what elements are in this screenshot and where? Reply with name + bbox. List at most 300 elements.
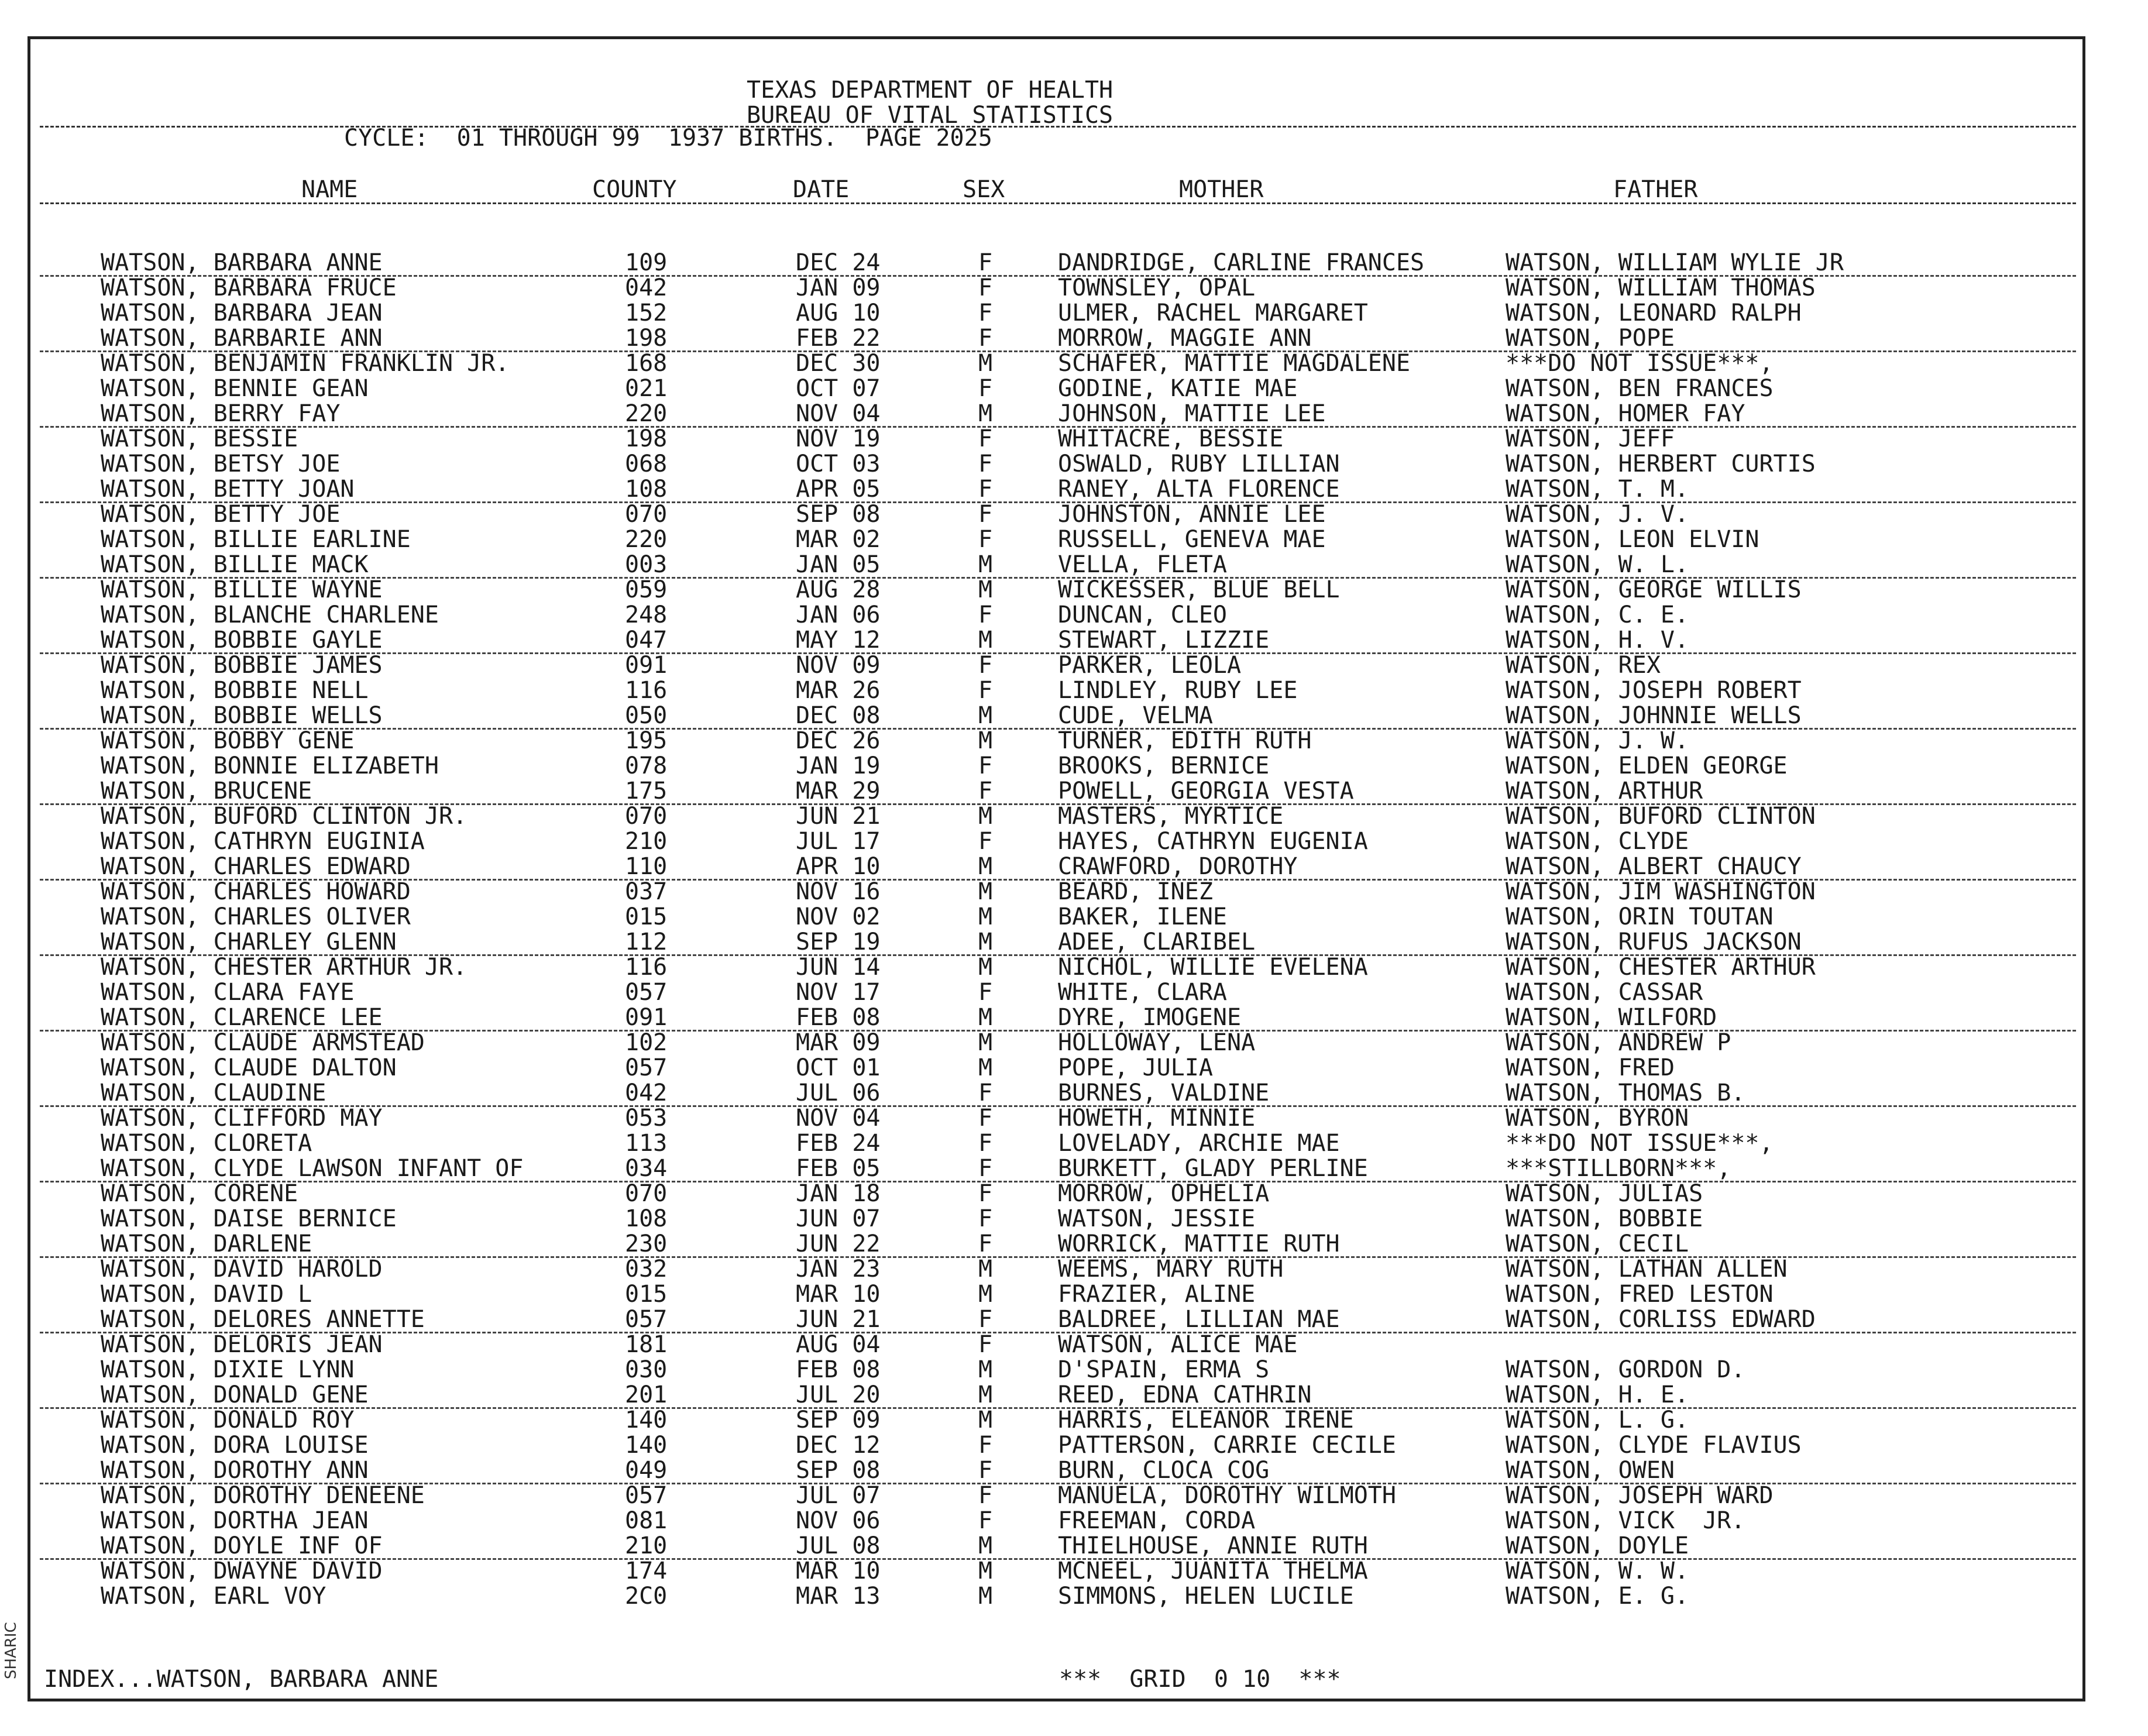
cell-sex: F	[978, 501, 993, 528]
column-header-date: DATE	[793, 176, 850, 203]
footer-index: INDEX...WATSON, BARBARA ANNE	[44, 1666, 439, 1693]
cell-county: 042	[625, 1080, 668, 1106]
cell-father: WATSON, OWEN	[1506, 1457, 1675, 1484]
cell-date: JUN 21	[796, 1306, 881, 1333]
cell-county: 015	[625, 903, 668, 930]
table-row	[0, 1156, 2148, 1181]
cell-mother: THIELHOUSE, ANNIE RUTH	[1058, 1532, 1368, 1559]
cell-date: NOV 17	[796, 979, 881, 1006]
cell-father: ***DO NOT ISSUE***,	[1506, 350, 1774, 377]
cell-sex: M	[978, 878, 993, 905]
cell-county: 108	[625, 476, 668, 503]
cell-county: 070	[625, 1180, 668, 1207]
cell-date: JUN 22	[796, 1230, 881, 1257]
cell-county: 047	[625, 627, 668, 654]
cell-county: 195	[625, 727, 668, 754]
table-row	[0, 678, 2148, 703]
cell-name: WATSON, DELORIS JEAN	[101, 1331, 383, 1358]
cell-county: 198	[625, 325, 668, 352]
cell-mother: D'SPAIN, ERMA S	[1058, 1356, 1270, 1383]
cell-date: APR 05	[796, 476, 881, 503]
table-row	[0, 1483, 2148, 1508]
cell-date: NOV 06	[796, 1507, 881, 1534]
cell-father: WATSON, JIM WASHINGTON	[1506, 878, 1816, 905]
cell-mother: WEEMS, MARY RUTH	[1058, 1256, 1284, 1283]
table-row	[0, 452, 2148, 477]
cell-date: JAN 18	[796, 1180, 881, 1207]
cell-father: ***DO NOT ISSUE***,	[1506, 1130, 1774, 1157]
cell-father: WATSON, ORIN TOUTAN	[1506, 903, 1774, 930]
cell-father: WATSON, H. E.	[1506, 1381, 1689, 1408]
table-row	[0, 1181, 2148, 1206]
cell-father: WATSON, JOSEPH ROBERT	[1506, 677, 1802, 704]
cell-county: 140	[625, 1432, 668, 1459]
table-row	[0, 930, 2148, 955]
column-header-county: COUNTY	[592, 176, 677, 203]
cell-sex: F	[978, 652, 993, 679]
table-row	[0, 955, 2148, 980]
cell-name: WATSON, DELORES ANNETTE	[101, 1306, 425, 1333]
cell-father: WATSON, THOMAS B.	[1506, 1080, 1745, 1106]
cell-date: MAR 02	[796, 526, 881, 553]
cell-father: WATSON, J. W.	[1506, 727, 1689, 754]
cell-county: 068	[625, 451, 668, 477]
cell-county: 210	[625, 1532, 668, 1559]
cell-mother: VELLA, FLETA	[1058, 551, 1227, 578]
cell-name: WATSON, EARL VOY	[101, 1583, 327, 1610]
cell-county: 248	[625, 601, 668, 628]
cell-name: WATSON, BOBBIE GAYLE	[101, 627, 383, 654]
table-row	[0, 879, 2148, 905]
cell-county: 112	[625, 929, 668, 955]
cell-mother: WATSON, JESSIE	[1058, 1205, 1256, 1232]
cell-date: JAN 09	[796, 274, 881, 301]
cell-date: DEC 26	[796, 727, 881, 754]
cell-date: FEB 24	[796, 1130, 881, 1157]
cell-sex: M	[978, 853, 993, 880]
cell-father: WATSON, L. G.	[1506, 1407, 1689, 1434]
cell-name: WATSON, BENJAMIN FRANKLIN JR.	[101, 350, 510, 377]
cell-county: 174	[625, 1558, 668, 1584]
cell-date: NOV 02	[796, 903, 881, 930]
table-row	[0, 1106, 2148, 1131]
cell-father: WATSON, H. V.	[1506, 627, 1689, 654]
cell-county: 091	[625, 1004, 668, 1031]
table-row	[0, 779, 2148, 804]
cell-name: WATSON, DIXIE LYNN	[101, 1356, 355, 1383]
cell-county: 230	[625, 1230, 668, 1257]
cell-father: WATSON, W. W.	[1506, 1558, 1689, 1584]
table-row	[0, 250, 2148, 276]
cell-sex: M	[978, 954, 993, 981]
table-row	[0, 301, 2148, 326]
cell-name: WATSON, BUFORD CLINTON JR.	[101, 803, 468, 830]
table-row	[0, 1056, 2148, 1081]
cell-date: JAN 05	[796, 551, 881, 578]
cell-name: WATSON, CLARA FAYE	[101, 979, 355, 1006]
table-row	[0, 1206, 2148, 1232]
cell-mother: BAKER, ILENE	[1058, 903, 1227, 930]
cell-date: DEC 24	[796, 249, 881, 276]
cell-date: JUL 07	[796, 1482, 881, 1509]
cell-county: 152	[625, 300, 668, 326]
cell-date: MAR 26	[796, 677, 881, 704]
cell-father: WATSON, CLYDE	[1506, 828, 1689, 855]
cell-sex: F	[978, 1105, 993, 1132]
cell-date: DEC 12	[796, 1432, 881, 1459]
cell-mother: POWELL, GEORGIA VESTA	[1058, 778, 1354, 805]
cell-county: 053	[625, 1105, 668, 1132]
cell-mother: CUDE, VELMA	[1058, 702, 1213, 729]
cell-sex: F	[978, 1482, 993, 1509]
cell-date: JAN 19	[796, 752, 881, 779]
cell-name: WATSON, CHARLES HOWARD	[101, 878, 411, 905]
cell-county: 042	[625, 274, 668, 301]
table-row	[0, 653, 2148, 678]
cell-date: MAR 10	[796, 1281, 881, 1308]
cell-mother: PATTERSON, CARRIE CECILE	[1058, 1432, 1396, 1459]
cell-sex: F	[978, 752, 993, 779]
cell-sex: F	[978, 1155, 993, 1182]
cell-father: WATSON, VICK JR.	[1506, 1507, 1745, 1534]
cell-county: 057	[625, 1482, 668, 1509]
cell-name: WATSON, CATHRYN EUGINIA	[101, 828, 425, 855]
cell-mother: ADEE, CLARIBEL	[1058, 929, 1256, 955]
cell-county: 021	[625, 375, 668, 402]
cell-sex: M	[978, 1583, 993, 1610]
cell-father: WATSON, GORDON D.	[1506, 1356, 1745, 1383]
cell-father: WATSON, WILLIAM THOMAS	[1506, 274, 1816, 301]
cell-date: JUL 08	[796, 1532, 881, 1559]
column-header-rule	[40, 202, 2076, 204]
cell-father: WATSON, LATHAN ALLEN	[1506, 1256, 1788, 1283]
cell-name: WATSON, BILLIE EARLINE	[101, 526, 411, 553]
table-row	[0, 1232, 2148, 1257]
cell-father: WATSON, REX	[1506, 652, 1661, 679]
cell-sex: F	[978, 476, 993, 503]
cell-mother: STEWART, LIZZIE	[1058, 627, 1270, 654]
cell-father: WATSON, FRED LESTON	[1506, 1281, 1774, 1308]
cell-name: WATSON, DAVID L	[101, 1281, 312, 1308]
cell-sex: M	[978, 551, 993, 578]
table-row	[0, 1332, 2148, 1357]
cell-name: WATSON, BETTY JOAN	[101, 476, 355, 503]
table-row	[0, 1508, 2148, 1534]
cell-father: WATSON, W. L.	[1506, 551, 1689, 578]
cell-date: FEB 08	[796, 1356, 881, 1383]
cell-sex: F	[978, 1130, 993, 1157]
cell-sex: M	[978, 1281, 993, 1308]
cell-name: WATSON, CLAUDE DALTON	[101, 1054, 397, 1081]
cell-name: WATSON, DOROTHY ANN	[101, 1457, 369, 1484]
side-label: SHARIC	[2, 1622, 20, 1679]
cell-name: WATSON, CLARENCE LEE	[101, 1004, 383, 1031]
cell-name: WATSON, CHARLEY GLENN	[101, 929, 397, 955]
cell-county: 2C0	[625, 1583, 668, 1610]
cell-sex: M	[978, 1558, 993, 1584]
table-row	[0, 502, 2148, 527]
cell-sex: M	[978, 1532, 993, 1559]
cell-date: JUN 14	[796, 954, 881, 981]
cell-county: 198	[625, 425, 668, 452]
cell-name: WATSON, DOYLE INF OF	[101, 1532, 383, 1559]
cell-mother: LOVELADY, ARCHIE MAE	[1058, 1130, 1340, 1157]
cell-mother: TURNER, EDITH RUTH	[1058, 727, 1312, 754]
cell-name: WATSON, CORENE	[101, 1180, 298, 1207]
cell-county: 175	[625, 778, 668, 805]
cell-mother: FRAZIER, ALINE	[1058, 1281, 1256, 1308]
column-header-father: FATHER	[1613, 176, 1698, 203]
cell-father: WATSON, CLYDE FLAVIUS	[1506, 1432, 1802, 1459]
cell-sex: F	[978, 249, 993, 276]
table-row	[0, 552, 2148, 577]
cell-date: MAR 13	[796, 1583, 881, 1610]
cell-date: SEP 09	[796, 1407, 881, 1434]
cell-father: WATSON, ANDREW P	[1506, 1029, 1731, 1056]
cell-mother: SCHAFER, MATTIE MAGDALENE	[1058, 350, 1411, 377]
cell-county: 116	[625, 954, 668, 981]
table-row	[0, 1534, 2148, 1559]
cell-name: WATSON, BILLIE WAYNE	[101, 576, 383, 603]
cell-mother: TOWNSLEY, OPAL	[1058, 274, 1256, 301]
table-row	[0, 401, 2148, 427]
cell-father: WATSON, JULIAS	[1506, 1180, 1703, 1207]
cell-name: WATSON, BESSIE	[101, 425, 298, 452]
cell-sex: F	[978, 1180, 993, 1207]
cell-name: WATSON, BONNIE ELIZABETH	[101, 752, 439, 779]
cell-date: SEP 08	[796, 1457, 881, 1484]
table-row	[0, 1357, 2148, 1383]
cell-name: WATSON, CLYDE LAWSON INFANT OF	[101, 1155, 524, 1182]
cell-county: 030	[625, 1356, 668, 1383]
cell-name: WATSON, BENNIE GEAN	[101, 375, 369, 402]
table-row	[0, 427, 2148, 452]
cell-sex: F	[978, 601, 993, 628]
cell-father: WATSON, ALBERT CHAUCY	[1506, 853, 1802, 880]
cell-date: SEP 08	[796, 501, 881, 528]
cell-mother: POPE, JULIA	[1058, 1054, 1213, 1081]
cell-father: WATSON, C. E.	[1506, 601, 1689, 628]
cell-father: WATSON, CECIL	[1506, 1230, 1689, 1257]
cell-sex: F	[978, 1205, 993, 1232]
cell-mother: HAYES, CATHRYN EUGENIA	[1058, 828, 1368, 855]
cell-sex: F	[978, 1306, 993, 1333]
cell-father: WATSON, WILFORD	[1506, 1004, 1717, 1031]
cell-name: WATSON, CLORETA	[101, 1130, 312, 1157]
cell-name: WATSON, DORTHA JEAN	[101, 1507, 369, 1534]
cell-mother: PARKER, LEOLA	[1058, 652, 1242, 679]
cell-father: WATSON, LEON ELVIN	[1506, 526, 1759, 553]
table-row	[0, 980, 2148, 1005]
cell-sex: M	[978, 1054, 993, 1081]
cell-sex: F	[978, 1507, 993, 1534]
cell-date: OCT 07	[796, 375, 881, 402]
cell-mother: REED, EDNA CATHRIN	[1058, 1381, 1312, 1408]
cell-mother: FREEMAN, CORDA	[1058, 1507, 1256, 1534]
table-row	[0, 477, 2148, 502]
cell-sex: M	[978, 1356, 993, 1383]
cell-father: WATSON, CHESTER ARTHUR	[1506, 954, 1816, 981]
cell-father: WATSON, GEORGE WILLIS	[1506, 576, 1802, 603]
cell-date: JUL 17	[796, 828, 881, 855]
cell-sex: F	[978, 1457, 993, 1484]
cell-mother: MCNEEL, JUANITA THELMA	[1058, 1558, 1368, 1584]
cell-county: 210	[625, 828, 668, 855]
cell-father: WATSON, BUFORD CLINTON	[1506, 803, 1816, 830]
cell-name: WATSON, BOBBIE JAMES	[101, 652, 383, 679]
column-header-sex: SEX	[963, 176, 1005, 203]
table-row	[0, 1257, 2148, 1282]
cell-father: WATSON, HERBERT CURTIS	[1506, 451, 1816, 477]
cell-date: JAN 06	[796, 601, 881, 628]
cell-father: WATSON, BYRON	[1506, 1105, 1689, 1132]
cell-sex: F	[978, 526, 993, 553]
table-row	[0, 1081, 2148, 1106]
cell-name: WATSON, BOBBIE NELL	[101, 677, 369, 704]
cell-county: 110	[625, 853, 668, 880]
cell-father: WATSON, CORLISS EDWARD	[1506, 1306, 1816, 1333]
cell-name: WATSON, DORA LOUISE	[101, 1432, 369, 1459]
cell-date: NOV 04	[796, 1105, 881, 1132]
table-row	[0, 1383, 2148, 1408]
cell-sex: F	[978, 375, 993, 402]
cell-date: AUG 28	[796, 576, 881, 603]
cell-mother: DYRE, IMOGENE	[1058, 1004, 1242, 1031]
cell-mother: HARRIS, ELEANOR IRENE	[1058, 1407, 1354, 1434]
table-row	[0, 276, 2148, 301]
cell-sex: M	[978, 627, 993, 654]
column-header-mother: MOTHER	[1179, 176, 1264, 203]
cell-name: WATSON, DARLENE	[101, 1230, 312, 1257]
cell-name: WATSON, BARBARIE ANN	[101, 325, 383, 352]
table-row	[0, 829, 2148, 854]
cell-father: ***STILLBORN***,	[1506, 1155, 1731, 1182]
cell-name: WATSON, CLAUDE ARMSTEAD	[101, 1029, 425, 1056]
cell-date: MAR 10	[796, 1558, 881, 1584]
cell-sex: F	[978, 325, 993, 352]
cell-sex: M	[978, 929, 993, 955]
cell-sex: M	[978, 1407, 993, 1434]
cell-mother: BURN, CLOCA COG	[1058, 1457, 1270, 1484]
cell-name: WATSON, CLIFFORD MAY	[101, 1105, 383, 1132]
cell-sex: F	[978, 1331, 993, 1358]
cell-county: 140	[625, 1407, 668, 1434]
cell-sex: F	[978, 300, 993, 326]
cell-father: WATSON, JOSEPH WARD	[1506, 1482, 1774, 1509]
table-row	[0, 376, 2148, 401]
cell-mother: DANDRIDGE, CARLINE FRANCES	[1058, 249, 1425, 276]
cell-county: 032	[625, 1256, 668, 1283]
cell-mother: MASTERS, MYRTICE	[1058, 803, 1284, 830]
cell-sex: M	[978, 1004, 993, 1031]
cell-name: WATSON, CHARLES OLIVER	[101, 903, 411, 930]
cell-date: AUG 04	[796, 1331, 881, 1358]
cell-county: 109	[625, 249, 668, 276]
cell-county: 078	[625, 752, 668, 779]
cell-father: WATSON, ELDEN GEORGE	[1506, 752, 1788, 779]
column-header-name: NAME	[301, 176, 358, 203]
cell-name: WATSON, BOBBIE WELLS	[101, 702, 383, 729]
cell-sex: F	[978, 274, 993, 301]
cell-date: MAY 12	[796, 627, 881, 654]
cell-county: 070	[625, 501, 668, 528]
table-row	[0, 603, 2148, 628]
cell-mother: CRAWFORD, DOROTHY	[1058, 853, 1298, 880]
cell-father: WATSON, J. V.	[1506, 501, 1689, 528]
cell-sex: F	[978, 979, 993, 1006]
cell-sex: M	[978, 1029, 993, 1056]
cell-county: 034	[625, 1155, 668, 1182]
cell-date: JUN 21	[796, 803, 881, 830]
cell-name: WATSON, BETSY JOE	[101, 451, 341, 477]
cell-name: WATSON, BOBBY GENE	[101, 727, 355, 754]
cell-mother: WATSON, ALICE MAE	[1058, 1331, 1298, 1358]
cell-mother: JOHNSON, MATTIE LEE	[1058, 400, 1326, 427]
cell-father: WATSON, JOHNNIE WELLS	[1506, 702, 1802, 729]
cell-mother: WHITACRE, BESSIE	[1058, 425, 1284, 452]
cell-date: AUG 10	[796, 300, 881, 326]
cell-sex: M	[978, 1381, 993, 1408]
cell-county: 003	[625, 551, 668, 578]
cell-sex: M	[978, 350, 993, 377]
cell-name: WATSON, CHESTER ARTHUR JR.	[101, 954, 468, 981]
cell-date: JUL 20	[796, 1381, 881, 1408]
cell-mother: WHITE, CLARA	[1058, 979, 1227, 1006]
cell-sex: F	[978, 451, 993, 477]
cell-father: WATSON, CASSAR	[1506, 979, 1703, 1006]
cell-date: SEP 19	[796, 929, 881, 955]
cell-name: WATSON, BARBARA ANNE	[101, 249, 383, 276]
cell-mother: BROOKS, BERNICE	[1058, 752, 1270, 779]
cell-date: DEC 30	[796, 350, 881, 377]
table-row	[0, 1584, 2148, 1609]
cell-father: WATSON, BEN FRANCES	[1506, 375, 1774, 402]
cell-county: 116	[625, 677, 668, 704]
cell-county: 057	[625, 1306, 668, 1333]
cell-date: MAR 09	[796, 1029, 881, 1056]
cell-mother: ULMER, RACHEL MARGARET	[1058, 300, 1368, 326]
table-row	[0, 905, 2148, 930]
header-line-2: BUREAU OF VITAL STATISTICS	[747, 102, 1113, 129]
cell-sex: M	[978, 576, 993, 603]
cell-mother: SIMMONS, HELEN LUCILE	[1058, 1583, 1354, 1610]
cell-name: WATSON, BETTY JOE	[101, 501, 341, 528]
cell-name: WATSON, DONALD ROY	[101, 1407, 355, 1434]
cell-mother: BURNES, VALDINE	[1058, 1080, 1270, 1106]
table-row	[0, 527, 2148, 552]
cell-father: WATSON, ARTHUR	[1506, 778, 1703, 805]
cell-mother: WICKESSER, BLUE BELL	[1058, 576, 1340, 603]
cell-county: 108	[625, 1205, 668, 1232]
table-row	[0, 1307, 2148, 1332]
cell-sex: M	[978, 727, 993, 754]
cell-mother: JOHNSTON, ANNIE LEE	[1058, 501, 1326, 528]
header-line-3: CYCLE: 01 THROUGH 99 1937 BIRTHS. PAGE 2025	[344, 125, 992, 152]
cell-county: 181	[625, 1331, 668, 1358]
cell-mother: HOLLOWAY, LENA	[1058, 1029, 1256, 1056]
table-row	[0, 728, 2148, 754]
cell-mother: LINDLEY, RUBY LEE	[1058, 677, 1298, 704]
table-row	[0, 703, 2148, 728]
cell-name: WATSON, BLANCHE CHARLENE	[101, 601, 439, 628]
table-row	[0, 1131, 2148, 1156]
table-row	[0, 326, 2148, 351]
cell-county: 168	[625, 350, 668, 377]
cell-sex: F	[978, 778, 993, 805]
cell-sex: F	[978, 1432, 993, 1459]
cell-name: WATSON, DAISE BERNICE	[101, 1205, 397, 1232]
cell-county: 113	[625, 1130, 668, 1157]
